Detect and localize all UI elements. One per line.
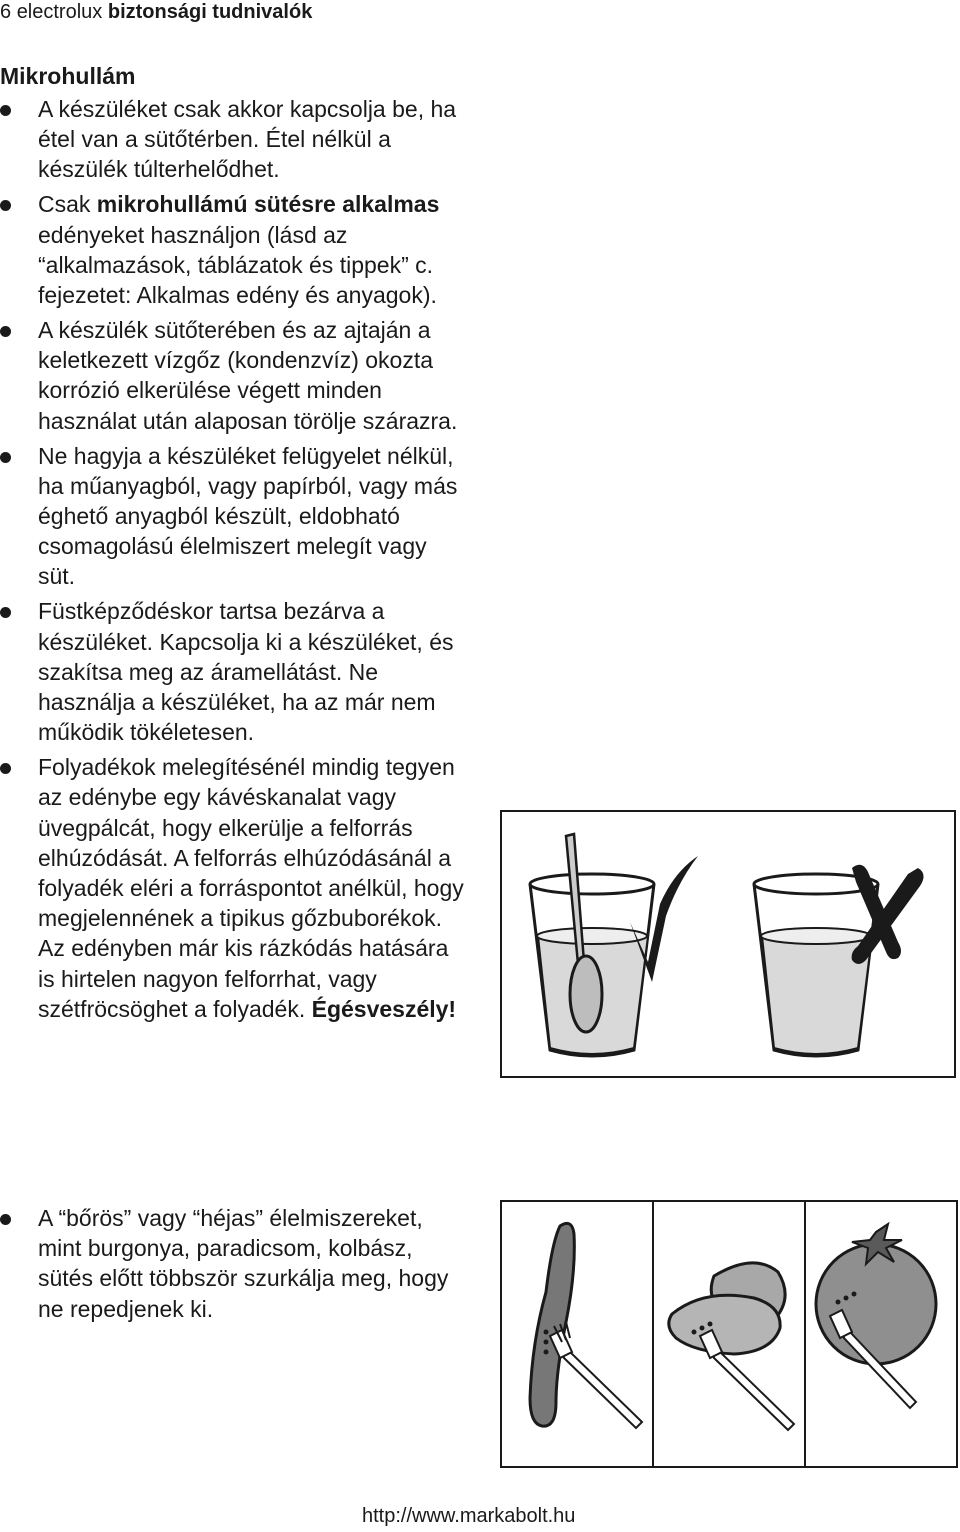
glass-spoon-illustration [500,810,956,1078]
footer-url: http://www.markabolt.hu [362,1505,576,1527]
section-name: biztonsági tudnivalók [107,1,313,23]
glass-without-spoon-icon [754,874,878,1056]
glass-with-spoon-icon [530,834,654,1056]
food-piercing-illustration [500,1200,958,1468]
tomato-icon [816,1224,936,1364]
page-number: 6 [0,1,12,23]
list-item: A készülék sütőterében és az ajtaján a keletkezett vízgőz (kondenzvíz) okozta korrózió elkerülése végett minden használat után alaposan törölje szárazra. [0,315,470,436]
list-item: A készüléket csak akkor kapcsolja be, ha étel van a sütőtérben. Étel nélkül a készülék túlterhelődhet. [0,94,470,185]
brand-name: electrolux [16,1,103,23]
list-item: Ne hagyja a készüléket felügyelet nélkül, ha műanyagból, vagy papírból, vagy más éghető anyagból készült, eldobható csomagolású élelmiszert melegít vagy süt. [0,441,470,592]
potato-icon [669,1263,785,1354]
tomato-panel [806,1202,956,1466]
section-title: Mikrohullám [0,63,136,89]
list-item: Csak mikrohullámú sütésre alkalmas edényeket használjon (lásd az “alkalmazások, táblázatok és tippek” c. fejezetet: Alkalmas edény és anyagok). [0,189,470,310]
page-header [0,0,312,24]
list-item: Folyadékok melegítésénél mindig tegyen az edénybe egy kávéskanalat vagy üvegpálcát, hogy elkerülje a felforrás elhúzódását. A felforrás elhúzódásánál a folyadék eléri a forráspontot anélkül, hogy megjelennének a tipikus gőzbuborékok. Az edényben már kis rázkódás hatására is hirtelen nagyon felforrhat, vagy szétfröcsöghet a folyadék. Égésveszély! [0,752,470,1024]
safety-list-2 [0,1203,470,1329]
list-item: A “bőrös” vagy “héjas” élelmiszereket, mint burgonya, paradicsom, kolbász, sütés előtt többször szurkálja meg, hogy ne repedjenek ki. [0,1203,470,1324]
potato-panel [654,1202,806,1466]
list-item: Füstképződéskor tartsa bezárva a készüléket. Kapcsolja ki a készüléket, és szakítsa meg az áramellátást. Ne használja a készüléket, ha az már nem működik tökéletesen. [0,596,470,747]
sausage-panel [502,1202,654,1466]
cross-mark-icon [852,865,924,964]
safety-list [0,94,470,1029]
fork-icon [550,1322,642,1428]
